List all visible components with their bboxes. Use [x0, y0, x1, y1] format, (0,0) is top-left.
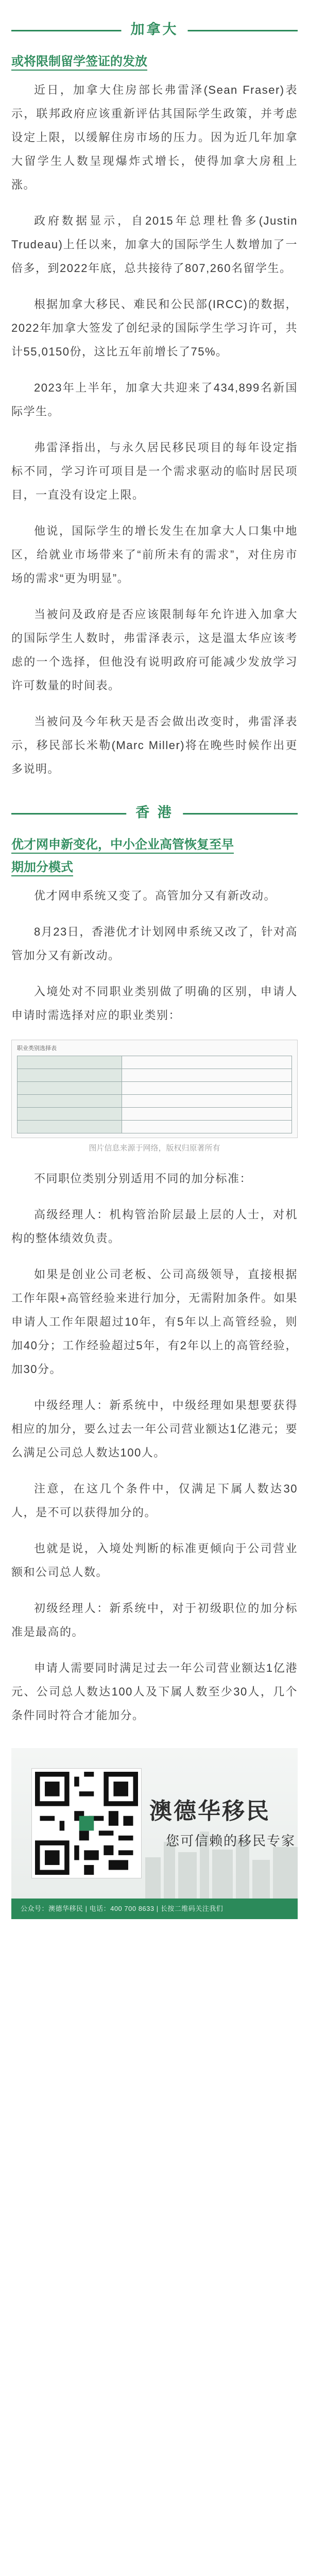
- paragraph: 政府数据显示，自2015年总理杜鲁多(Justin Trudeau)上任以来，加拿大的国际学生人数增加了一倍多，到2022年底，总共接待了807,260名留学生。: [11, 214, 298, 275]
- paragraph: 申请人需要同时满足过去一年公司营业额达1亿港元、公司总人数达100人及下属人数至少30人，几个条件同时符合才能加分。: [11, 1662, 298, 1722]
- article: [0, 10, 309, 2576]
- qr-code-icon: [35, 1772, 138, 1875]
- table-cell-description: [122, 1095, 291, 1108]
- paragraph: 中级经理人：新系统中，中级经理如果想要获得相应的加分，要么过去一年公司营业额达1亿港元；要么满足公司总人数达100人。: [11, 1399, 298, 1459]
- occupation-table-image: [11, 1040, 298, 1138]
- paragraph: 优才网申系统又变了。高管加分又有新改动。: [34, 889, 277, 902]
- paragraph: 近日，加拿大住房部长弗雷泽(Sean Fraser)表示，联邦政府应该重新评估其国际学生政策，并考虑设定上限，以缓解住房市场的压力。因为近几年加拿大留学生人数呈现爆炸式增长，使得加拿大房租上涨。: [11, 83, 298, 191]
- paragraph: 8月23日，香港优才计划网申系统又改了，针对高管加分又有新改动。: [11, 925, 298, 962]
- table-cell-description: [122, 1056, 291, 1069]
- footer-contact-bar: 公众号：澳德华移民 | 电话：400 700 8633 | 长按二维码关注我们: [11, 1899, 298, 1919]
- occupation-table: [17, 1056, 292, 1133]
- section-title-hongkong: 香 港: [126, 800, 183, 825]
- table-cell-category: [18, 1082, 122, 1095]
- table-cell-description: [122, 1121, 291, 1133]
- canada-subheading: [11, 50, 298, 73]
- paragraph: 当被问及今年秋天是否会做出改变时，弗雷泽表示，移民部长米勒(Marc Miller)将在晚些时候作出更多说明。: [11, 715, 298, 775]
- table-cell-description: [122, 1108, 291, 1121]
- brand-logo-text: 澳德华移民: [149, 1799, 270, 1824]
- table-row: [18, 1121, 292, 1133]
- paragraph: 注意，在这几个条件中，仅满足下属人数达30人，是不可以获得加分的。: [11, 1482, 298, 1519]
- table-row: [18, 1056, 292, 1069]
- section-header-hongkong: [11, 793, 298, 833]
- table-row: [18, 1108, 292, 1121]
- paragraph: 他说，国际学生的增长发生在加拿大人口集中地区，给就业市场带来了“前所未有的需求”，对住房市场的需求“更为明显”。: [11, 524, 298, 585]
- hongkong-body-b: [11, 1167, 298, 1727]
- hongkong-subheading-line2: 期加分模式: [11, 860, 73, 876]
- table-cell-description: [122, 1069, 291, 1082]
- table-cell-category: [18, 1108, 122, 1121]
- paragraph: 初级经理人：新系统中，对于初级职位的加分标准是最高的。: [11, 1602, 298, 1638]
- figure-caption: 图片信息来源于网络，版权归原著所有: [89, 1144, 220, 1153]
- table-row: [18, 1069, 292, 1082]
- hongkong-subheading-line1: 优才网申新变化，中小企业高管恢复至早: [11, 838, 234, 854]
- paragraph: 弗雷泽指出，与永久居民移民项目的每年设定指标不同，学习许可项目是一个需求驱动的临时居民项目，一直没有设定上限。: [11, 441, 298, 501]
- paragraph: 2023年上半年，加拿大共迎来了434,899名新国际学生。: [11, 381, 298, 418]
- table-caption: 职业类别选择表: [17, 1045, 57, 1052]
- table-cell-category: [18, 1056, 122, 1069]
- paragraph: 根据加拿大移民、难民和公民部(IRCC)的数据，2022年加拿大签发了创纪录的国际学生学习许可，共计55,0150份，这比五年前增长了75%。: [11, 298, 298, 358]
- table-row: [18, 1082, 292, 1095]
- section-title-canada: 加拿大: [122, 16, 188, 42]
- canada-body: [11, 78, 298, 781]
- paragraph: 当被问及政府是否应该限制每年允许进入加拿大的国际学生人数时，弗雷泽表示，这是溫太华应该考虑的一个选择，但他没有说明政府可能减少发放学习许可数量的时间表。: [11, 608, 298, 692]
- paragraph: 不同职位类别分别适用不同的加分标准：: [34, 1172, 252, 1185]
- qr-code-image: [32, 1769, 141, 1878]
- paragraph: 入境处对不同职业类别做了明确的区别，申请人申请时需选择对应的职业类别：: [11, 985, 298, 1022]
- table-cell-category: [18, 1069, 122, 1082]
- footer-banner: [11, 1748, 298, 1899]
- table-cell-category: [18, 1095, 122, 1108]
- hongkong-body-a: [11, 884, 298, 1027]
- paragraph: 高级经理人：机构管治阶层最上层的人士，对机构的整体绩效负责。: [11, 1208, 298, 1245]
- section-header-canada: [11, 10, 298, 49]
- canada-subheading-text: 或将限制留学签证的发放: [11, 55, 147, 71]
- table-cell-description: [122, 1082, 291, 1095]
- paragraph: 也就是说，入境处判断的标准更倾向于公司营业额和公司总人数。: [11, 1542, 298, 1579]
- brand-slogan: 您可信赖的移民专家: [166, 1833, 296, 1849]
- table-row: [18, 1095, 292, 1108]
- hongkong-subheading: [11, 834, 298, 879]
- paragraph: 如果是创业公司老板、公司高级领导，直接根据工作年限+高管经验来进行加分，无需附加条件。如果申请人工作年限超过10年，有5年以上高管经验，则加40分；工作经验超过5年，有2年以上的高管经验，加30分。: [11, 1268, 298, 1376]
- table-cell-category: [18, 1121, 122, 1133]
